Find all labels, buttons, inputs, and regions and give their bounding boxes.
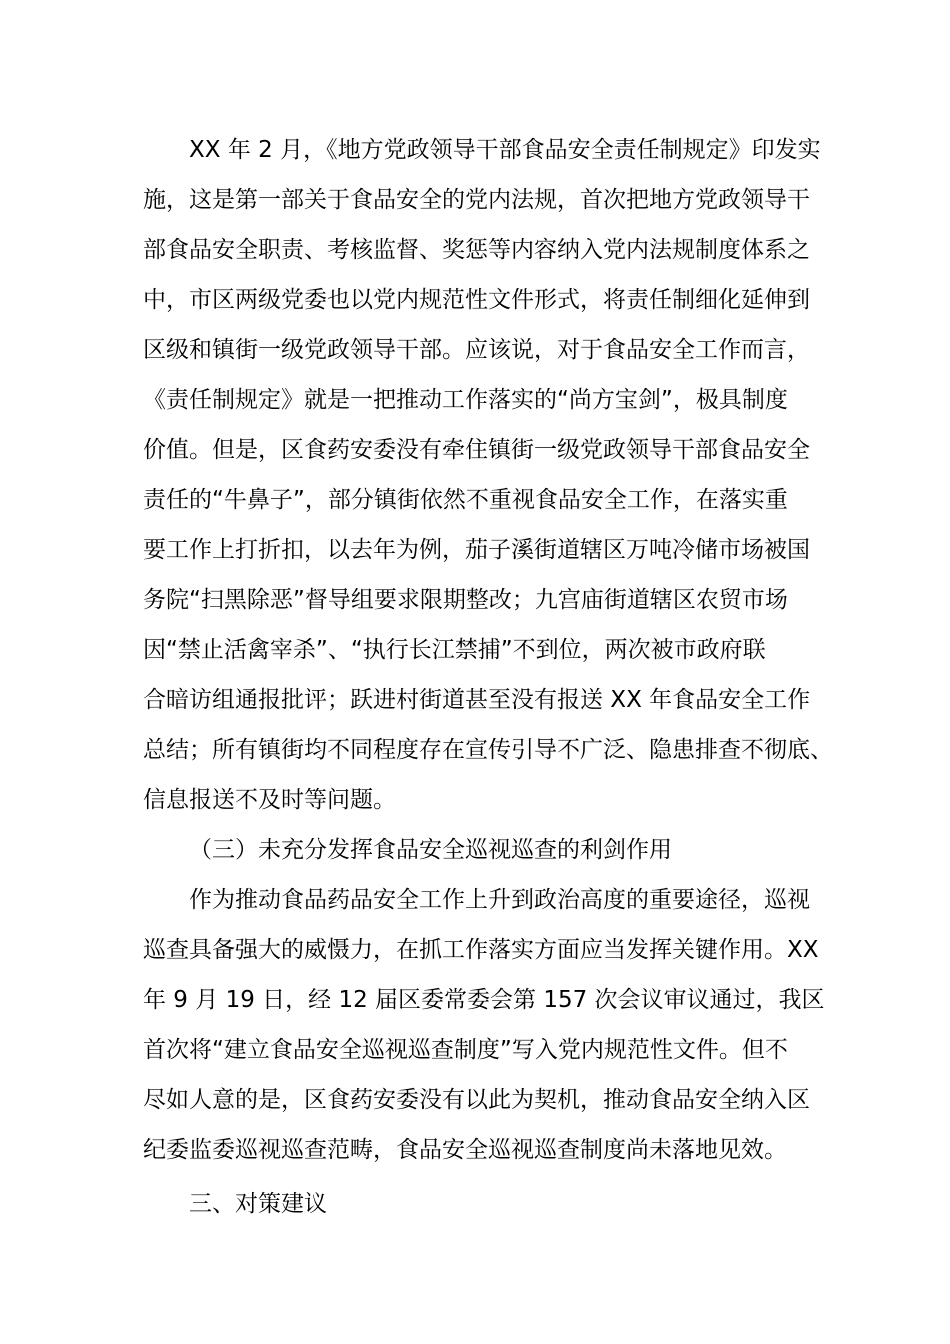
text-line: 巡查具备强大的威慑力，在抓工作落实方面应当发挥关键作用。XX — [143, 937, 819, 963]
text-line: 年 9 月 19 日，经 12 届区委常委会第 157 次会议审议通过，我区 — [143, 987, 825, 1013]
text-line: 信息报送不及时等问题。 — [143, 787, 396, 813]
text-line: 合暗访组通报批评；跃进村街道甚至没有报送 XX 年食品安全工作 — [143, 687, 811, 713]
text-line: 责任的“牛鼻子”，部分镇街依然不重视食品安全工作，在落实重 — [143, 487, 788, 513]
section-heading-countermeasures — [143, 1179, 808, 1229]
text-line: 首次将“建立食品安全巡视巡查制度”写入党内规范性文件。但不 — [143, 1037, 788, 1063]
text-line: 总结；所有镇街均不同程度存在宣传引导不广泛、隐患排查不彻底、 — [143, 737, 833, 763]
text-line: 价值。但是，区食药安委没有牵住镇街一级党政领导干部食品安全 — [143, 437, 810, 463]
heading-text: 三、对策建议 — [189, 1191, 327, 1217]
text-line: 《责任制规定》就是一把推动工作落实的“尚方宝剑”，极具制度 — [143, 387, 788, 413]
section-heading-inspection — [143, 825, 808, 875]
text-line: 部食品安全职责、考核监督、奖惩等内容纳入党内法规制度体系之 — [143, 237, 810, 263]
heading-text: （三）未充分发挥食品安全巡视巡查的利剑作用 — [189, 837, 672, 863]
text-line: 务院“扫黑除恶”督导组要求限期整改；九宫庙街道辖区农贸市场 — [143, 587, 788, 613]
text-line: 尽如人意的是，区食药安委没有以此为契机，推动食品安全纳入区 — [143, 1087, 810, 1113]
text-line: 作为推动食品药品安全工作上升到政治高度的重要途径，巡视 — [189, 887, 810, 913]
text-line: 施，这是第一部关于食品安全的党内法规，首次把地方党政领导干 — [143, 187, 810, 213]
paragraph-inspection — [143, 875, 825, 1175]
text-line: 纪委监委巡视巡查范畴，食品安全巡视巡查制度尚未落地见效。 — [143, 1137, 787, 1163]
text-line: XX 年 2 月，《地方党政领导干部食品安全责任制规定》印发实 — [189, 137, 821, 163]
text-line: 中，市区两级党委也以党内规范性文件形式，将责任制细化延伸到 — [143, 287, 810, 313]
document-body — [143, 125, 833, 1229]
paragraph-responsibility — [143, 125, 833, 825]
text-line: 因“禁止活禽宰杀”、“执行长江禁捕”不到位，两次被市政府联 — [143, 637, 766, 663]
text-line: 要工作上打折扣，以去年为例，茄子溪街道辖区万吨冷储市场被国 — [143, 537, 810, 563]
text-line: 区级和镇街一级党政领导干部。应该说，对于食品安全工作而言， — [143, 337, 810, 363]
